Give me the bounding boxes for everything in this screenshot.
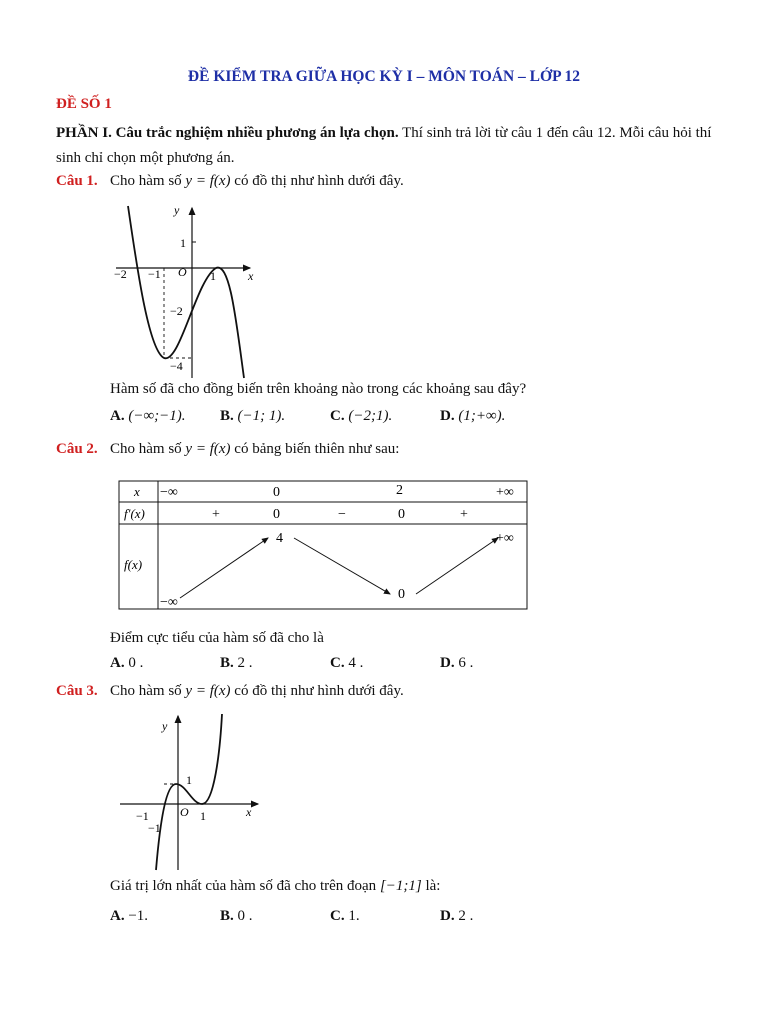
part-label: PHẦN I. Câu trắc nghiệm nhiều phương án lựa chọn. <box>56 125 399 141</box>
question-2-option-c[interactable]: C. 4 . <box>330 655 364 671</box>
part-instructions: Thí sinh trả lời từ câu 1 đến câu 12. Mỗi câu hỏi thí sinh chỉ chọn một phương án. <box>56 125 712 166</box>
table-header-x: x <box>134 484 140 499</box>
question-1-option-a[interactable]: A. (−∞;−1). <box>110 408 186 424</box>
x-tick-label: −1 <box>136 809 149 823</box>
question-2-option-b[interactable]: B. 2 . <box>220 655 253 671</box>
table-cell: − <box>338 507 346 522</box>
question-3-prompt: Giá trị lớn nhất của hàm số đã cho trên đoạn [−1;1] là: <box>110 878 441 894</box>
question-3-label: Câu 3. <box>56 683 98 699</box>
variation-table <box>118 480 530 612</box>
table-header-fprime: f′(x) <box>124 506 145 521</box>
table-cell: −∞ <box>160 485 178 500</box>
y-tick-label: 1 <box>180 236 186 250</box>
table-cell: 4 <box>276 531 283 546</box>
table-cell: −∞ <box>160 595 178 610</box>
question-1-prompt: Hàm số đã cho đồng biến trên khoảng nào trong các khoảng sau đây? <box>110 381 527 397</box>
question-1-option-d[interactable]: D. (1;+∞). <box>440 408 506 424</box>
y-axis-label: y <box>174 203 180 217</box>
origin-label: O <box>178 265 187 279</box>
function-notation: y = f(x) <box>185 173 231 189</box>
question-1-graph <box>112 200 272 380</box>
question-2-label: Câu 2. <box>56 441 98 457</box>
y-tick-label: −1 <box>148 821 161 835</box>
function-notation: y = f(x) <box>185 441 231 457</box>
increase-arrow <box>416 538 498 594</box>
function-notation: y = f(x) <box>185 683 231 699</box>
function-curve <box>128 206 244 378</box>
x-tick-label: 1 <box>210 269 216 283</box>
question-2-prompt: Điểm cực tiểu của hàm số đã cho là <box>110 630 324 646</box>
question-2-option-a[interactable]: A. 0 . <box>110 655 144 671</box>
question-1-option-c[interactable]: C. (−2;1). <box>330 408 393 424</box>
table-cell: +∞ <box>496 485 514 500</box>
x-tick-label: −2 <box>114 267 127 281</box>
y-tick-label: 1 <box>186 773 192 787</box>
question-2-option-d[interactable]: D. 6 . <box>440 655 474 671</box>
part-intro <box>56 121 716 171</box>
table-cell: 0 <box>398 507 405 522</box>
origin-label: O <box>180 805 189 819</box>
increase-arrow <box>180 538 268 598</box>
y-tick-label: −4 <box>170 359 183 373</box>
question-3-graph <box>118 712 268 872</box>
question-3-option-a[interactable]: A. −1. <box>110 908 149 924</box>
question-1-stem: Cho hàm số y = f(x) có đồ thị như hình dưới đây. <box>110 173 404 189</box>
x-tick-label: 1 <box>200 809 206 823</box>
decrease-arrow <box>294 538 390 594</box>
question-3-option-b[interactable]: B. 0 . <box>220 908 253 924</box>
question-2-stem: Cho hàm số y = f(x) có bảng biến thiên như sau: <box>110 441 400 457</box>
table-cell: 2 <box>396 483 403 498</box>
function-curve <box>156 714 222 870</box>
table-header-f: f(x) <box>124 557 143 572</box>
question-3-option-d[interactable]: D. 2 . <box>440 908 474 924</box>
table-cell: + <box>460 507 468 522</box>
x-tick-label: −1 <box>148 267 161 281</box>
table-cell: +∞ <box>496 531 514 546</box>
question-1-label: Câu 1. <box>56 173 98 189</box>
question-3-stem: Cho hàm số y = f(x) có đồ thị như hình dưới đây. <box>110 683 404 699</box>
x-axis-label: x <box>248 269 254 283</box>
table-cell: + <box>212 507 220 522</box>
y-tick-label: −2 <box>170 304 183 318</box>
question-1-option-b[interactable]: B. (−1; 1). <box>220 408 286 424</box>
question-3-option-c[interactable]: C. 1. <box>330 908 360 924</box>
table-cell: 0 <box>273 507 280 522</box>
x-axis-label: x <box>246 805 252 819</box>
exam-title: ĐỀ KIỂM TRA GIỮA HỌC KỲ I – MÔN TOÁN – LỚP 12 <box>187 68 581 85</box>
y-axis-label: y <box>162 719 168 733</box>
table-cell: 0 <box>273 485 280 500</box>
exam-code: ĐỀ SỐ 1 <box>56 96 112 112</box>
table-cell: 0 <box>398 587 405 602</box>
